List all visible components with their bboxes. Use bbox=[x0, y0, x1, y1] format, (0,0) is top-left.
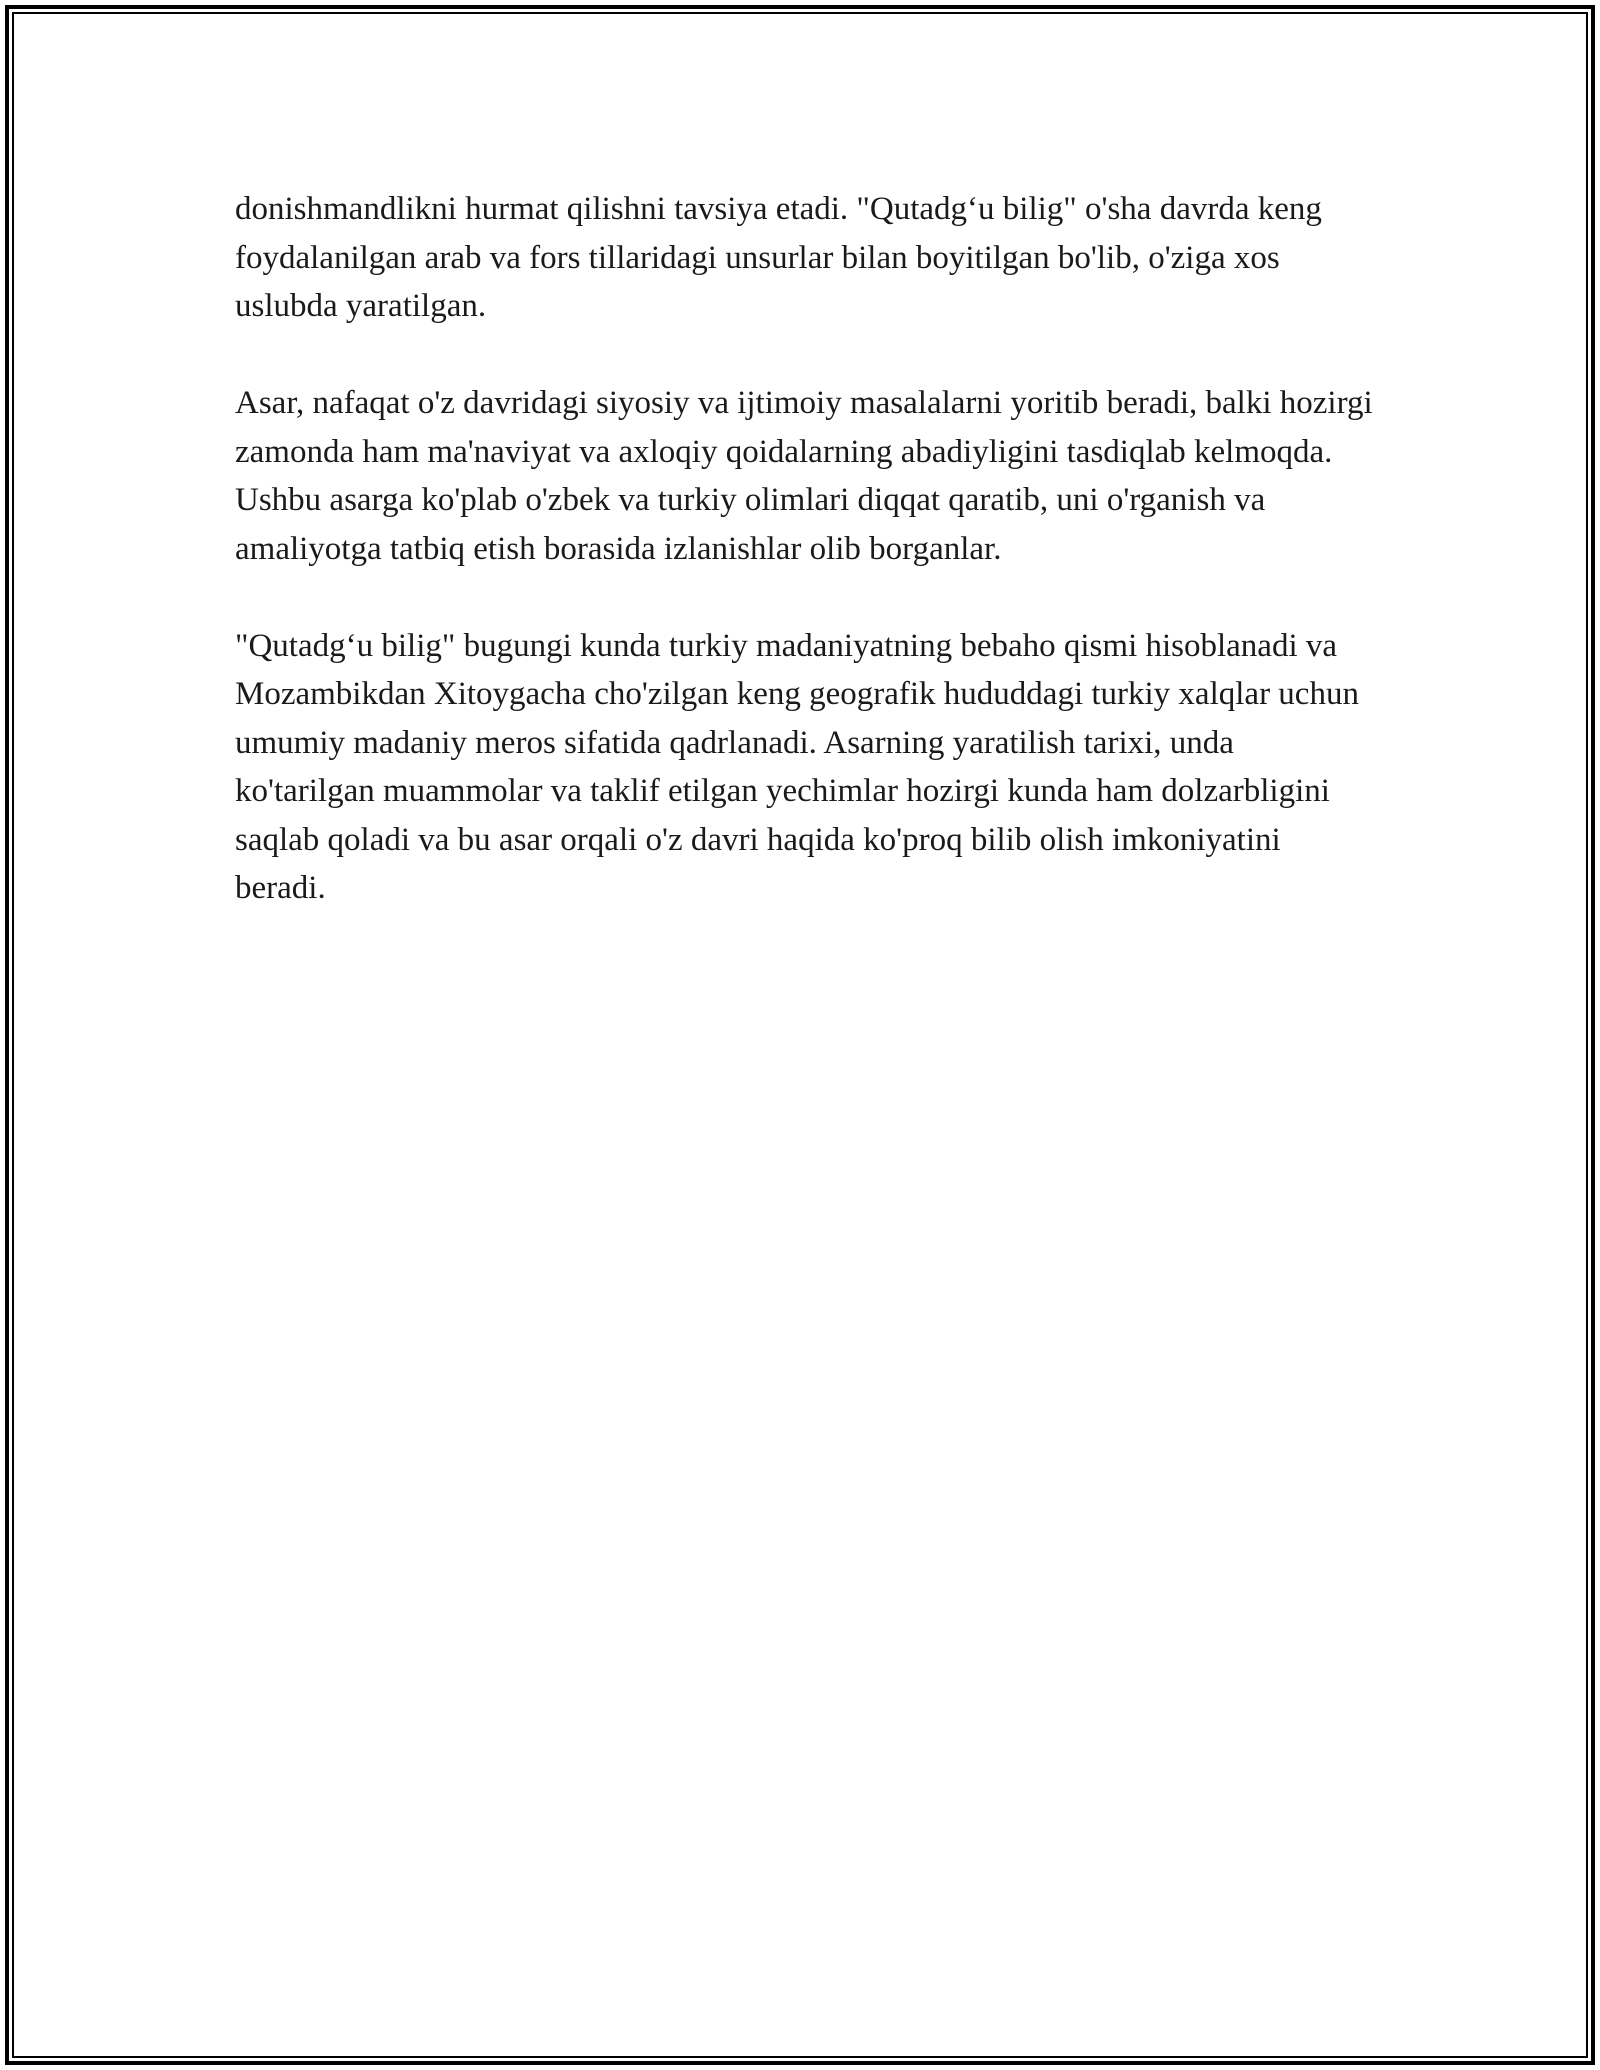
paragraph-2: Asar, nafaqat o'z davridagi siyosiy va ijtimoiy masalalarni yoritib beradi, balki hozirgi zamonda ham ma'naviyat va axloqiy qoidalarning abadiyligini tasdiqlab kelmoqda. Ushbu asarga ko'plab o'zbek va turkiy olimlari diqqat qaratib, uni o'rganish va amaliyotga tatbiq etish borasida izlanishlar olib borganlar. bbox=[235, 385, 1373, 567]
document-body bbox=[235, 185, 1375, 913]
paragraph-1: donishmandlikni hurmat qilishni tavsiya etadi. "Qutadg‘u bilig" o'sha davrda keng foydalanilgan arab va fors tillaridagi unsurlar bilan boyitilgan bo'lib, o'ziga xos uslubda yaratilgan. bbox=[235, 191, 1322, 324]
paragraph-3: "Qutadg‘u bilig" bugungi kunda turkiy madaniyatning bebaho qismi hisoblanadi va Mozambikdan Xitoygacha cho'zilgan keng geografik hududdagi turkiy xalqlar uchun umumiy madaniy meros sifatida qadrlanadi. Asarning yaratilish tarixi, unda ko'tarilgan muammolar va taklif etilgan yechimlar hozirgi kunda ham dolzarbligini saqlab qoladi va bu asar orqali o'z davri haqida ko'proq bilib olish imkoniyatini beradi. bbox=[235, 627, 1359, 906]
